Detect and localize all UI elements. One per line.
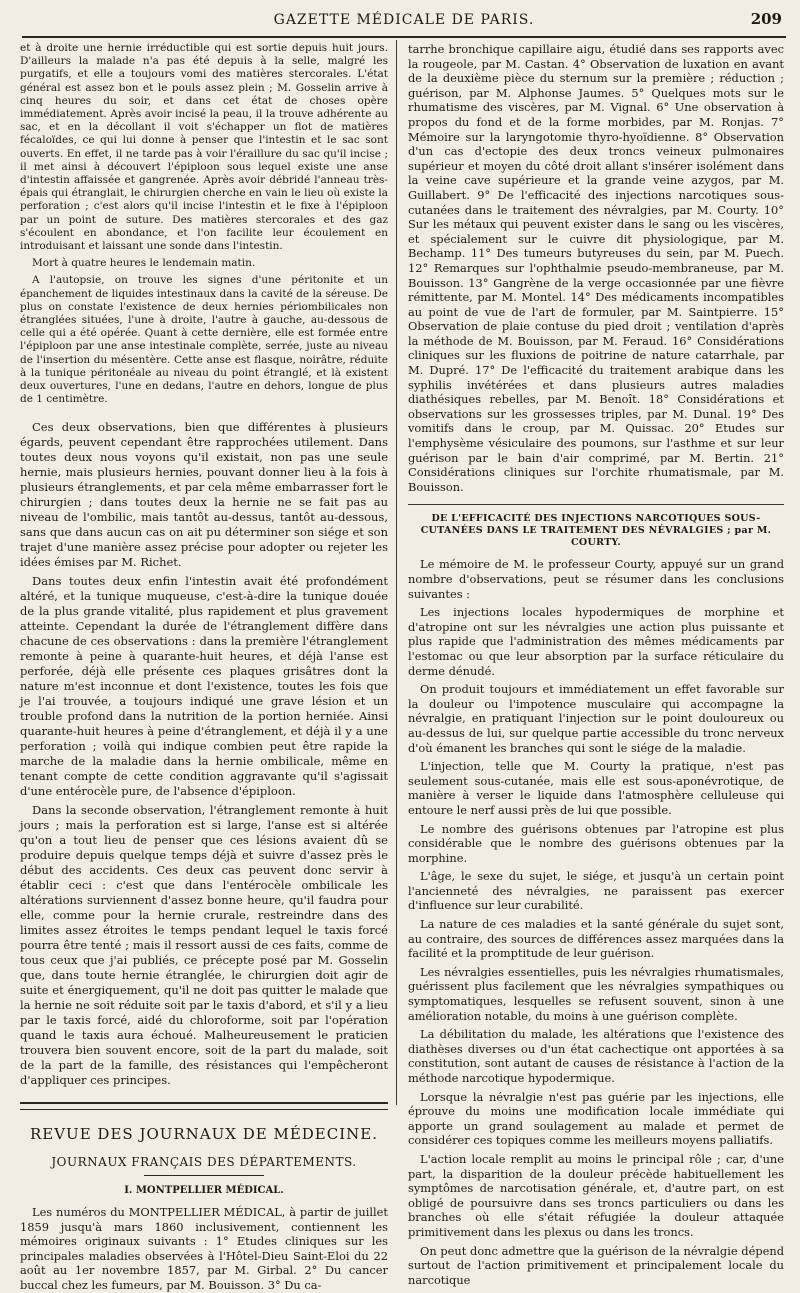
article-title: DE L'EFFICACITÉ DES INJECTIONS NARCOTIQUES SOUS-CUTANÉES DANS LE TRAITEMENT DES NÉVRALGIES ; par M. COURTY. xyxy=(408,504,784,549)
paragraph: tarrhe bronchique capillaire aigu, étudié dans ses rapports avec la rougeole, par M. Castan. 4° Observation de luxation en avant de la deuxième pièce du sternum sur la première ; réduction ; guérison, par M. Alphonse Jaumes. 5° Quelques mots sur le rhumatisme des viscères, par M. Vignal. 6° Une observation à propos du fond et de la forme morbides, par M. Ronjas. 7° Mémoire sur la laryngotomie thyro-hyoïdienne. 8° Observation d'un cas d'ectopie des deux troncs veineux pulmonaires supérieur et moyen du côté droit allant s'insérer isolément dans la veine cave supérieure et la grande veine azygos, par M. Guillabert. 9° De l'efficacité des injections narcotiques sous-cutanées dans le traitement des névralgies, par M. Courty. 10° Sur les métaux qui peuvent exister dans le sang ou les viscères, et spécialement sur le cuivre dit physiologique, par M. Bechamp. 11° Des tumeurs butyreuses du sein, par M. Puech. 12° Remarques sur l'ophthalmie pseudo-membraneuse, par M. Bouisson. 13° Gangrène de la verge occasionnée par une fièvre rémittente, par M. Montel. 14° Des médicaments incompatibles au point de vue de l'art de formuler, par M. Saintpierre. 15° Observation de plaie contuse du pied droit ; ventilation d'après la méthode de M. Bouisson, par M. Feraud. 16° Considérations cliniques sur les fluxions de poitrine de nature catarrhale, par M. Dupré. 17° De l'efficacité du traitement arabique dans les syphilis invétérées et dans plusieurs autres maladies diathésiques rebelles, par M. Benoît. 18° Considérations et observations sur les grossesses triples, par M. Dunal. 19° Des vomitifs dans le croup, par M. Quissac. 20° Etudes sur l'emphysème vésiculaire des poumons, sur l'asthme et sur leur guérison par le bain d'air comprimé, par M. Bertin. 21° Considérations cliniques sur l'orchite rhumatismale, par M. Bouisson. xyxy=(408,42,784,494)
paragraph: L'âge, le sexe du sujet, le siége, et jusqu'à un certain point l'ancienneté des névralgies, ne paraissent pas exercer d'influence sur leur curabilité. xyxy=(408,869,784,913)
section-rule xyxy=(20,1102,388,1110)
spacer xyxy=(20,410,388,420)
paragraph: Ces deux observations, bien que différentes à plusieurs égards, peuvent cependant être rapprochées utilement. Dans toutes deux nous voyons qu'il existait, non pas une seule hernie, mais plusieurs hernies, pouvant donner lieu à la fois à plusieurs étranglements, et par cela même embarrasser fort le chirurgien ; dans toutes deux la hernie ne se fait pas au niveau de l'ombilic, mais tantôt au-dessus, tantôt au-dessous, sans que dans aucun cas on ait pu déterminer son siége et son trajet d'une manière assez précise pour adopter ou rejeter les idées émises par M. Richet. xyxy=(20,420,388,570)
paragraph: Le nombre des guérisons obtenues par l'atropine est plus considérable que le nombre des guérisons obtenues par la morphine. xyxy=(408,821,784,865)
paragraph: Dans la seconde observation, l'étranglement remonte à huit jours ; mais la perforation est si large, l'anse est si altérée qu'on a tout lieu de penser que ces lésions avaient dû se produire depuis quelque temps déjà et suivre d'assez près le début des accidents. Ces deux cas peuvent donc servir à établir ceci : c'est que dans l'entérocèle ombilicale les altérations surviennent d'assez bonne heure, qu'il faudra pour elle, comme pour la hernie crurale, restreindre dans des limites assez étroites le temps pendant lequel le taxis forcé pourra être tenté ; mais il ressort aussi de ces faits, comme de tous ceux que j'ai publiés, ce précepte posé par M. Gosselin que, dans toute hernie étranglée, le chirurgien doit agir de suite et énergiquement, qu'il ne doit pas quitter le malade que la hernie ne soit réduite soit par le taxis d'abord, et s'il y a lieu par le taxis forcé, aidé du chloroforme, soit par l'opération quand le taxis aura échoué. Malheureusement le praticien trouvera bien souvent encore, soit de la part du malade, soit de la part de la famille, des résistances qui l'empêcheront d'appliquer ces principes. xyxy=(20,803,388,1088)
paragraph: Dans toutes deux enfin l'intestin avait été profondément altéré, et la tunique muqueuse, c'est-à-dire la tunique douée de la plus grande vitalité, plus rapidement et plus gravement atteinte. Cependant la durée de l'étranglement diffère dans chacune de ces observations : dans la première l'étranglement remonte à peine à quarante-huit heures, et déjà l'anse est perforée, déjà elle présente ces plaques grisâtres dont la nature m'est inconnue et dont l'existence, toutes les fois que je l'ai trouvée, a toujours indiqué une grave lésion et un trouble profond dans la nutrition de la portion herniée. Ainsi quarante-huit heures à peine d'étranglement, et déjà il y a une perforation ; voilà qui indique combien peut être rapide la marche de la maladie dans la hernie ombilicale, même en tenant compte de cette condition aggravante qu'il s'agissait d'une entérocèle pure, de l'absence d'épiploon. xyxy=(20,574,388,799)
paragraph: A l'autopsie, on trouve les signes d'une péritonite et un épanchement de liquides intestinaux dans la cavité de la séreuse. De plus on constate l'existence de deux hernies périombilicales non étranglées situées, l'une à droite, l'autre à gauche, au-dessous de celle qui a été opérée. Quant à cette dernière, elle est formée entre l'épiploon par une anse intestinale complète, serrée, juste au niveau de l'insertion du mésentère. Cette anse est flasque, noirâtre, réduite à la tunique péritonéale au niveau du point étranglé, et là existent deux ouvertures, l'une en dedans, l'autre en dehors, longue de plus de 1 centimètre. xyxy=(20,274,388,406)
paragraph: Les numéros du MONTPELLIER MÉDICAL, à partir de juillet 1859 jusqu'à mars 1860 inclusivement, contiennent les mémoires originaux suivants : 1° Etudes cliniques sur les principales maladies observées à l'Hôtel-Dieu Saint-Eloi du 22 août au 1er novembre 1857, par M. Girbal. 2° Du cancer buccal chez les fumeurs, par M. Bouisson. 3° Du ca- xyxy=(20,1205,388,1293)
page-header xyxy=(22,6,786,38)
paragraph: Le mémoire de M. le professeur Courty, appuyé sur un grand nombre d'observations, peut se résumer dans les conclusions suivantes : xyxy=(408,557,784,601)
paragraph: Les névralgies essentielles, puis les névralgies rhumatismales, guérissent plus facilement que les névralgies sympathiques ou symptomatiques, lesquelles se refusent souvent, sinon à une amélioration notable, du moins à une guérison complète. xyxy=(408,964,784,1023)
right-column xyxy=(408,42,784,1287)
paragraph: La débilitation du malade, les altérations que l'existence des diathèses diverses ou d'un état cachectique ont apportées à sa constitution, sont autant de causes de résistance à l'action de la méthode narcotique hypodermique. xyxy=(408,1027,784,1085)
paragraph: Lorsque la névralgie n'est pas guérie par les injections, elle éprouve du moins une modification locale immédiate qui apporte un grand soulagement au malade et permet de considérer ces topiques comme les meilleurs moyens palliatifs. xyxy=(408,1089,784,1148)
divider xyxy=(144,1175,264,1176)
review-title: REVUE DES JOURNAUX DE MÉDECINE. xyxy=(29,1125,379,1144)
review-subtitle: JOURNAUX FRANÇAIS DES DÉPARTEMENTS. xyxy=(51,1154,357,1169)
paragraph: et à droite une hernie irréductible qui est sortie depuis huit jours. D'ailleurs la malade n'a pas été depuis à la selle, malgré les purgatifs, et elle a toujours vomi des matières stercorales. L'état général est assez bon et le pouls assez plein ; M. Gosselin arrive à cinq heures du soir, et dans cet état de choses opère immédiatement. Après avoir incisé la peau, il la trouve adhérente au sac, et en la décollant il voit s'échapper un flot de matières fécaloïdes, ce qui lui donne à penser que l'intestin et le sac sont ouverts. En effet, il ne tarde pas à voir l'éraillure du sac qu'il incise ; il met ainsi à découvert l'épiploon sous lequel existe une anse d'intestin affaissée et gangrenée. Après avoir débridé l'anneau très-épais qui étranglait, le chirurgien cherche en vain le lieu où existe la perforation ; c'est alors qu'il incise l'intestin et le fixe à l'épiploon par un point de suture. Des matières stercorales et des gaz s'écoulent en abondance, et l'on facilite leur écoulement en introduisant et laissant une sonde dans l'intestin. xyxy=(20,42,388,253)
paragraph: Mort à quatre heures le lendemain matin. xyxy=(32,257,256,270)
paragraph: Les injections locales hypodermiques de morphine et d'atropine ont sur les névralgies une action plus puissante et plus rapide que l'administration des mêmes médicaments par l'estomac ou que leur absorption par la surface réticulaire du derme dénudé. xyxy=(408,605,784,678)
column-divider xyxy=(396,40,397,1105)
review-section-heading: I. MONTPELLIER MÉDICAL. xyxy=(124,1184,284,1196)
paragraph: On produit toujours et immédiatement un effet favorable sur la douleur ou l'impotence musculaire qui accompagne la névralgie, en pratiquant l'injection sur le point douloureux ou au-dessus de lui, sur quelque partie accessible du tronc nerveux d'où émanent les branches qui sont le siége de la maladie. xyxy=(408,682,784,755)
paragraph: L'action locale remplit au moins le principal rôle ; car, d'une part, la disparition de la douleur précède habituellement les symptômes de narcotisation générale, et, d'autre part, on est obligé de poursuivre dans ses troncs particuliers ou dans les branches où elle s'était réfugiée la douleur attaquée primitivement dans les plexus ou dans les troncs. xyxy=(408,1151,784,1239)
paragraph: L'injection, telle que M. Courty la pratique, n'est pas seulement sous-cutanée, mais elle est sous-aponévrotique, de manière à verser le liquide dans l'atmosphère celluleuse qui entoure le nerf aussi près de lui que possible. xyxy=(408,759,784,817)
paragraph: On peut donc admettre que la guérison de la névralgie dépend surtout de l'action primitivement et principalement locale du narcotique xyxy=(408,1243,784,1287)
paragraph: La nature de ces maladies et la santé générale du sujet sont, au contraire, des sources de différences assez marquées dans la facilité et la promptitude de leur guérison. xyxy=(408,917,784,961)
left-column xyxy=(20,42,388,1293)
page-number: 209 xyxy=(750,10,782,28)
journal-title: GAZETTE MÉDICALE DE PARIS. xyxy=(273,12,535,28)
